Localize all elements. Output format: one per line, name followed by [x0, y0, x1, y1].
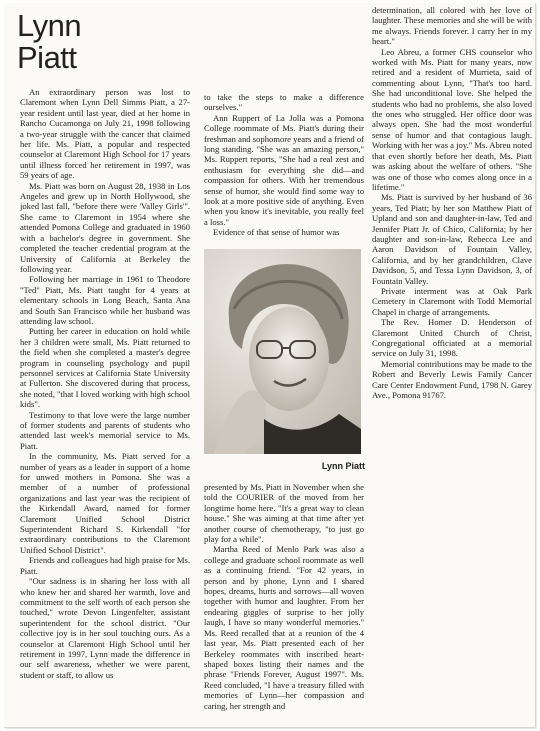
- article-column-2-top: [204, 92, 364, 238]
- article-column-3: [372, 5, 532, 400]
- paragraph: presented by Ms. Piatt in November when she told the COURIER of the moved from her longtime home here. "It's a great way to clean house." She was aiming at that time after yet another course of chemotherapy, "to just go play for a while".: [204, 482, 364, 545]
- article-headline: [17, 10, 187, 74]
- paragraph: Ms. Piatt was born on August 28, 1938 in Los Angeles and grew up in North Hollywood, she joked last fall, "before there were 'Valley Girls'". She came to Claremont in 1954 where she attended Pomona College and graduated in 1960 with a bachelor's degree in government. She completed the teacher credential program at the University of California at Berkeley the following year.: [20, 180, 190, 274]
- paragraph: to take the steps to make a difference ourselves.": [204, 92, 364, 113]
- article-column-1: [20, 87, 190, 680]
- paragraph: An extraordinary person was lost to Claremont when Lynn Dell Simms Piatt, a 27-year resident until last year, died at her home in Rancho Cucamonga on July 21, 1998 following a two-year struggle with the cancer that claimed her life. Ms. Piatt, a popular and respected counselor at Claremont High School for 17 years until illness forced her retirement in 1997, was 59 years of age.: [20, 87, 190, 181]
- paragraph: "Our sadness is in sharing her loss with all who knew her and shared her warmth, love and commitment to the self worth of each person she touched," wrote Devon Lingenfelter, assistant superintendent for the school district. "Our collective joy is in her soul touching ours. As a counselor at Claremont High School until her retirement in 1997, Lynn made the difference in our self awareness, whether we were parent, student or staff, to allow us: [20, 576, 190, 680]
- article-column-2-bottom: [204, 482, 364, 711]
- headline-first-name: Lynn: [17, 8, 82, 43]
- paragraph: Martha Reed of Menlo Park was also a college and graduate school roommate as well as a continuing friend. "For 42 years, in person and by phone, Lynn and I shared hopes, dreams, hurts and sorrows—all woven together with humor and laughter. From her endearing giggles of surprise to her jolly laugh, I have so many wonderful memories." Ms. Reed recalled that at a reunion of the 4 last year, Ms. Piatt presented each of her Berkeley roommates with inscribed heart-shaped boxes listing their names and the phrase "Friends Forever, August 1997". Ms. Reed concluded, "I have a treasury filled with memories of Lynn—her compassion and caring, her strength and: [204, 544, 364, 711]
- paragraph: Evidence of that sense of humor was: [213, 227, 340, 238]
- photo-caption: Lynn Piatt: [321, 461, 365, 471]
- paragraph: Ann Ruppert of La Jolla was a Pomona College roommate of Ms. Piatt's during their freshman and sophomore years and a friend of long standing. "She was an amazing person," Ms. Ruppert reports, "She had a real zest and enthusiasm for everything she did—and compassion for others. With her tremendous sense of humor, she would find some way to look at a more positive side of anything. Even when you know it's inevitable, you really feel a loss.": [204, 112, 364, 227]
- paragraph: In the community, Ms. Piatt served for a number of years as a leader in support of a home for unwed mothers in Pomona. She was a member of a number of professional organizations and last year was the recipient of the Kirkendall Award, named for former Claremont Unified School District Superintendent Richard S. Kirkendall "for extraordinary contributions to the Claremont Unified School District".: [20, 451, 190, 555]
- paragraph: The Rev. Homer D. Henderson of Claremont United Church of Christ, Congregational officiated at a memorial service on July 31, 1998.: [372, 317, 532, 359]
- paragraph: determination, all colored with her love of laughter. These memories and she will be with me always. Friends forever. I carry her in my heart.": [372, 5, 532, 47]
- paragraph: Testimony to that love were the large number of former students and parents of students who attended last week's memorial service to Ms. Piatt.: [20, 409, 190, 451]
- portrait-photo: [204, 249, 361, 454]
- paragraph: Memorial contributions may be made to the Robert and Beverly Lewis Family Cancer Care Center Endowment Fund, 1798 N. Garey Ave., Pomona 91767.: [372, 358, 532, 401]
- paragraph: Friends and colleagues had high praise for Ms. Piatt.: [20, 555, 190, 576]
- headline-last-name: Piatt: [17, 40, 77, 75]
- paragraph: Ms. Piatt is survived by her husband of 36 years, Ted Piatt; by her son Matthew Piatt of Upland and son and daughter-in-law, Ted and Jennifer Piatt Jr. of Chico, California; by her daughter and son-in-law, Rebecca Lee and Aaron Davidson of Fountain Valley, California, and by her grandchildren, Clave Davidson, 5, and Tessa Lynn Davidson, 3, of Fountain Valley.: [372, 192, 532, 286]
- paragraph: Private interment was at Oak Park Cemetery in Claremont with Todd Memorial Chapel in charge of arrangements.: [372, 285, 532, 317]
- paragraph: Putting her career in education on hold while her 3 children were small, Ms. Piatt returned to the field when she completed a master's degree program in counseling psychology and pupil personnel services at California State University at Fullerton. She discovered during that process, she noted, "that I loved working with high school kids".: [20, 326, 190, 410]
- paragraph: Following her marriage in 1961 to Theodore "Ted" Piatt, Ms. Piatt taught for 4 years at elementary schools in Long Beach, Santa Ana and South San Francisco while her husband was attending law school.: [20, 274, 190, 326]
- newspaper-clipping: [4, 3, 536, 728]
- portrait-illustration: [204, 249, 361, 454]
- paragraph: Leo Abreu, a former CHS counselor who worked with Ms. Piatt for many years, now retired and a resident of Murrieta, said of commenting about Lynn, "That's too hard. She had unconditional love. She helped the students who had no problems, she also loved the ones who struggled. Her office door was always open. She had the most wonderful sense of humor and that contagious laugh. Working with her was a joy." Ms. Abreu noted that even shortly before her death, Ms. Piatt was asking about the welfare of others. "She was one of those who comes along once in a lifetime.": [372, 46, 532, 192]
